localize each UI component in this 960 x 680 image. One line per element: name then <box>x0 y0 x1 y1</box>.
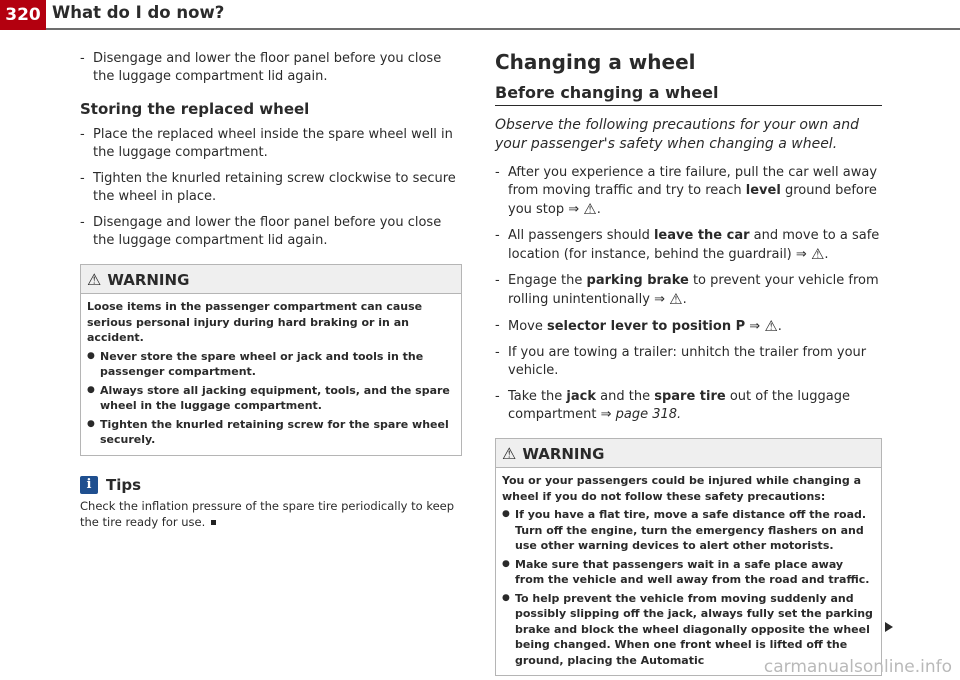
section-title: Changing a wheel <box>495 50 696 74</box>
dash-marker: - <box>495 318 500 333</box>
instruction-step <box>80 214 462 250</box>
warning-header <box>496 439 881 468</box>
instruction-step <box>80 50 462 86</box>
continue-arrow-icon <box>885 622 893 632</box>
dash-marker: - <box>80 171 85 186</box>
page-header-title: What do I do now? <box>52 3 225 22</box>
watermark: carmanualsonline.info <box>763 657 952 677</box>
left-column <box>80 50 462 530</box>
warning-bullet: ● Make sure that passengers wait in a safe place away from the vehicle and well away from the road and traffic. <box>502 557 875 588</box>
page-reference-link[interactable]: page 318. <box>615 407 682 422</box>
instruction-step: - Engage the parking brake to prevent your vehicle from rolling unintentionally ⇒ ⚠. <box>495 273 879 308</box>
step-text: Engage the <box>508 273 587 288</box>
warning-intro: Loose items in the passenger compartment can cause serious personal injury during hard braking or in an accident. <box>87 300 423 344</box>
warning-reference-icon[interactable]: ⚠ <box>669 290 683 308</box>
step-text: ground before you stop <box>508 183 877 217</box>
dash-marker: - <box>495 165 500 180</box>
step-text: Disengage and lower the floor panel before you close the luggage compartment lid again. <box>93 51 442 84</box>
dash-marker: - <box>80 215 85 230</box>
cross-reference-arrow: ⇒ <box>795 247 807 262</box>
dash-marker: - <box>80 51 85 66</box>
step-text: Move <box>508 319 547 334</box>
warning-bullet: ● If you have a flat tire, move a safe distance off the road. Turn off the engine, turn the emergency flashers on and use other warning devices to alert other motorists. <box>502 507 875 554</box>
tips-header <box>80 476 462 494</box>
warning-triangle-icon: ⚠ <box>502 444 517 463</box>
instruction-step <box>80 126 462 162</box>
tips-text-content: Check the inflation pressure of the spare tire periodically to keep the tire ready for use. <box>80 498 455 529</box>
step-text: If you are towing a trailer: unhitch the trailer from your vehicle. <box>508 345 867 378</box>
step-text: After you experience a tire failure, pull the car well away from moving traffic and try to reach <box>508 165 878 198</box>
step-text: Disengage and lower the floor panel before you close the luggage compartment lid again. <box>93 215 442 248</box>
warning-triangle-icon: ⚠ <box>87 270 102 289</box>
step-text: and the <box>596 389 655 404</box>
dash-marker: - <box>495 273 500 288</box>
cross-reference-arrow: ⇒ <box>568 202 580 217</box>
instruction-step: - Move selector lever to position P ⇒ ⚠. <box>495 317 782 335</box>
instruction-step <box>495 388 882 424</box>
step-emphasis: spare tire <box>654 389 726 404</box>
warning-bullet: ● Tighten the knurled retaining screw for the spare wheel securely. <box>87 417 455 448</box>
end-of-section-marker <box>211 520 216 525</box>
step-text: Place the replaced wheel inside the spare wheel well in the luggage compartment. <box>93 127 453 160</box>
step-emphasis: level <box>745 183 781 198</box>
instruction-step: - After you experience a tire failure, pull the car well away from moving traffic and try to reach level ground before you stop ⇒ ⚠. <box>495 165 878 218</box>
tips-box <box>80 476 462 530</box>
tips-title: Tips <box>106 475 142 494</box>
step-text: All passengers should <box>508 228 654 243</box>
warning-bullet: ● Always store all jacking equipment, tools, and the spare wheel in the luggage compartment. <box>87 383 455 414</box>
warning-title: WARNING <box>107 271 190 289</box>
warning-bullet: ● Never store the spare wheel or jack and tools in the passenger compartment. <box>87 349 455 380</box>
dash-marker: - <box>80 127 85 142</box>
warning-bullet: ● To help prevent the vehicle from moving suddenly and possibly slipping off the jack, always fully set the parking brake and block the wheel diagonally opposite the wheel being changed. When one front wheel is lifted off the ground, placing the Automatic <box>502 591 875 669</box>
warning-box <box>495 438 882 676</box>
warning-title: WARNING <box>522 445 605 463</box>
warning-body <box>496 468 881 675</box>
tips-text <box>80 498 462 530</box>
warning-header <box>81 265 461 294</box>
warning-intro: You or your passengers could be injured while changing a wheel if you do not follow these safety precautions: <box>502 474 861 503</box>
dash-marker: - <box>495 345 500 360</box>
step-emphasis: selector lever to position P <box>547 319 746 334</box>
intro-text: Observe the following precautions for your own and your passenger's safety when changing a wheel. <box>495 117 860 152</box>
warning-reference-icon[interactable]: ⚠ <box>810 245 825 263</box>
step-emphasis: leave the car <box>653 228 750 243</box>
cross-reference-arrow: ⇒ <box>749 319 761 334</box>
info-icon: i <box>80 476 98 494</box>
step-emphasis: parking brake <box>586 273 689 288</box>
warning-box <box>80 264 462 456</box>
cross-reference-arrow: ⇒ <box>654 292 665 307</box>
step-text: and move to a safe location (for instance, behind the guardrail) <box>508 228 880 262</box>
step-text: Take the <box>508 389 567 404</box>
dash-marker: - <box>495 389 500 404</box>
step-text: to prevent your vehicle from rolling unintentionally <box>508 273 879 307</box>
warning-reference-icon[interactable]: ⚠ <box>764 317 778 335</box>
step-emphasis: jack <box>566 389 597 404</box>
warning-reference-icon[interactable]: ⚠ <box>583 200 597 218</box>
page-number: 320 <box>0 0 46 30</box>
section-subtitle: Before changing a wheel <box>495 83 882 106</box>
right-column <box>495 50 882 676</box>
cross-reference-arrow: ⇒ <box>600 407 612 422</box>
instruction-step: - All passengers should leave the car and move to a safe location (for instance, behind the guardrail) ⇒ ⚠. <box>495 228 880 263</box>
section-heading-storing: Storing the replaced wheel <box>80 100 310 118</box>
warning-body <box>81 294 461 455</box>
dash-marker: - <box>495 228 500 243</box>
step-text: out of the luggage compartment <box>508 389 850 422</box>
header-divider <box>46 28 960 30</box>
instruction-step <box>495 344 882 380</box>
instruction-step <box>80 170 462 206</box>
step-text: Tighten the knurled retaining screw clockwise to secure the wheel in place. <box>93 171 456 204</box>
